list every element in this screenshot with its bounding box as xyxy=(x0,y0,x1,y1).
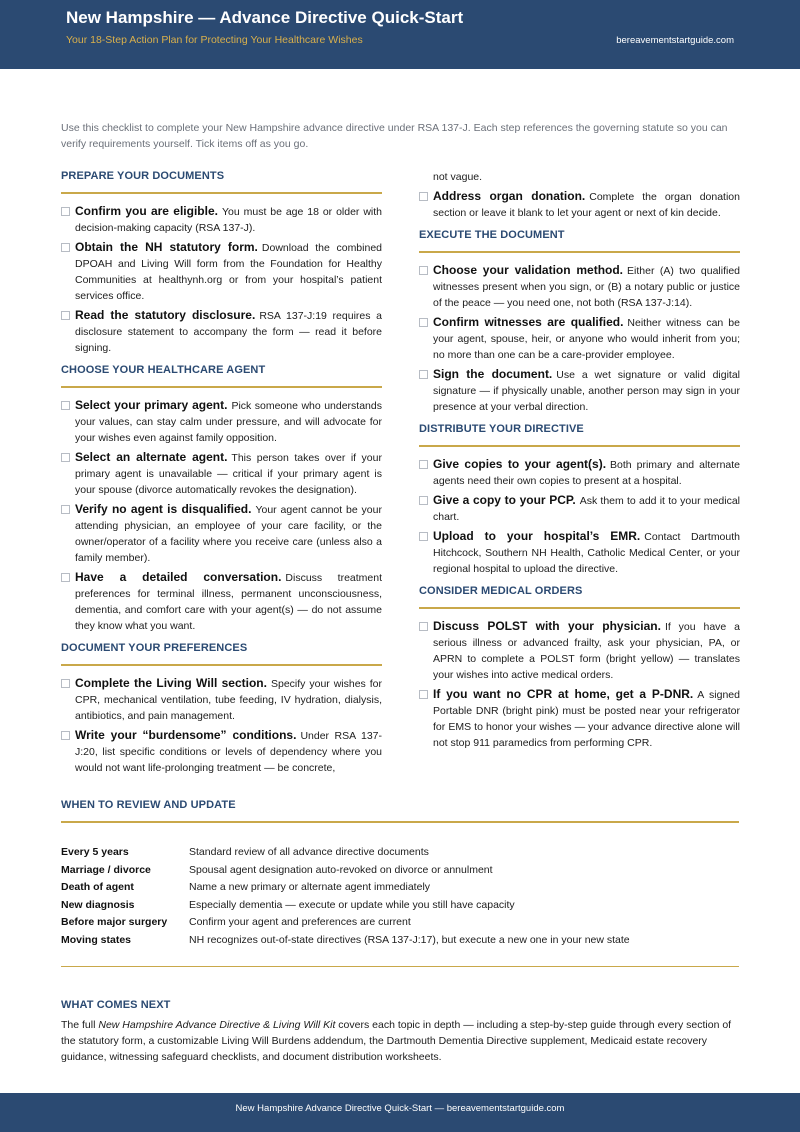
section-title-agent: CHOOSE YOUR HEALTHCARE AGENT xyxy=(61,364,382,388)
checklist-item xyxy=(61,501,382,566)
footer-banner xyxy=(0,1093,800,1132)
item-text: A signed Portable DNR (bright pink) must be posted near your refrigerator for EMS to honor your wishes — your advance directive alone will not stop 911 paramedics from performing CPR. xyxy=(433,689,740,749)
review-action: Standard review of all advance directive documents xyxy=(189,846,429,858)
section-title-orders: CONSIDER MEDICAL ORDERS xyxy=(419,585,740,609)
checklist-distribute xyxy=(419,456,740,577)
item-lead: Obtain the NH statutory form. xyxy=(75,240,258,254)
checklist-item xyxy=(419,188,740,221)
checklist-item xyxy=(61,569,382,634)
next-text-end: covers each topic in depth — including a step-by-step guide through every section of the statutory form, a customizable Living Will Burdens addendum, the Dartmouth Dementia Directive supplement, Medicaid estate recovery guidance, witnessing safeguard checklists, and document distribution worksheets. xyxy=(61,1019,732,1063)
review-row xyxy=(61,879,739,897)
item-lead: Read the statutory disclosure. xyxy=(75,308,256,322)
item-lead: Select your primary agent. xyxy=(75,398,228,412)
section-title-execute: EXECUTE THE DOCUMENT xyxy=(419,229,740,253)
checklist-item xyxy=(419,618,740,683)
checklist-agent xyxy=(61,397,382,634)
header-site-link[interactable]: bereavementstartguide.com xyxy=(616,35,734,46)
review-trigger: Moving states xyxy=(61,933,132,946)
review-action: Name a new primary or alternate agent immediately xyxy=(189,881,431,893)
checklist-item xyxy=(61,203,382,236)
item-lead: Sign the document. xyxy=(433,367,553,381)
review-action: NH recognizes out-of-state directives (RSA 137-J:17), but execute a new one in your new state xyxy=(189,933,630,946)
kit-title: New Hampshire Advance Directive & Living Will Kit xyxy=(98,1019,336,1031)
review-action: Confirm your agent and preferences are current xyxy=(189,916,411,928)
divider xyxy=(61,966,739,967)
checkbox[interactable] xyxy=(61,207,70,216)
item-text: Specify your wishes for CPR, mechanical ventilation, tube feeding, IV hydration, dialysis, antibiotics, and pain management. xyxy=(75,678,382,722)
checklist-item xyxy=(61,397,382,446)
section-title-next: WHAT COMES NEXT xyxy=(61,999,171,1011)
review-row xyxy=(61,844,739,862)
review-table xyxy=(61,844,739,949)
item-lead: Upload to your hospital’s EMR. xyxy=(433,529,641,543)
item-text: You must be age 18 or older with decision-making capacity (RSA 137-J). xyxy=(75,206,382,234)
item-text: Under RSA 137-J:20, list specific conditions or levels of dependency where you would not want life-prolonging treatment — be concrete, xyxy=(75,730,382,774)
item-text: Ask them to add it to your medical chart. xyxy=(433,495,741,523)
checklist-item xyxy=(419,314,740,363)
checklist-preferences-continued xyxy=(419,188,740,221)
checkbox[interactable] xyxy=(61,453,70,462)
checkbox[interactable] xyxy=(419,460,428,469)
next-paragraph xyxy=(61,1017,741,1065)
checklist-preferences xyxy=(61,675,382,776)
review-trigger: Before major surgery xyxy=(61,916,168,928)
checkbox[interactable] xyxy=(61,401,70,410)
item-text: Both primary and alternate agents need their own copies to present at a hospital. xyxy=(433,459,741,487)
next-text-start: The full xyxy=(61,1019,99,1031)
document-subtitle: Your 18-Step Action Plan for Protecting Your Healthcare Wishes xyxy=(66,34,363,46)
item-lead: Confirm you are eligible. xyxy=(75,204,218,218)
review-row xyxy=(61,914,739,932)
item-lead: Discuss POLST with your physician. xyxy=(433,619,661,633)
item-lead: Give copies to your agent(s). xyxy=(433,457,607,471)
checklist-item xyxy=(419,686,740,751)
checklist-item xyxy=(419,492,740,525)
checkbox[interactable] xyxy=(419,690,428,699)
item-text: Pick someone who understands your values, can stay calm under pressure, and will advocate for your wishes even against family opposition. xyxy=(75,400,382,444)
checkbox[interactable] xyxy=(61,573,70,582)
checkbox[interactable] xyxy=(419,370,428,379)
checklist-item xyxy=(61,449,382,498)
item-text: Either (A) two qualified witnesses present when you sign, or (B) a notary public or justice of the peace — you need one, not both (RSA 137-J:14). xyxy=(433,265,740,309)
checklist-item xyxy=(61,675,382,724)
item-text: Discuss treatment preferences for terminal illness, permanent unconsciousness, dementia, and comfort care with your agent(s) — do not assume they know what you want. xyxy=(75,572,383,632)
checkbox[interactable] xyxy=(419,532,428,541)
review-trigger: New diagnosis xyxy=(61,898,135,911)
review-action: Especially dementia — execute or update while you still have capacity xyxy=(189,898,515,911)
item-text: If you have a serious illness or advanced frailty, ask your physician, PA, or APRN to complete a POLST form (bright yellow) — translates your wishes into active medical orders. xyxy=(433,621,740,681)
item-text: Download the combined DPOAH and Living Will form from the Foundation for Healthy Communities at healthynh.org or from your hospital’s patient services office. xyxy=(75,242,383,302)
intro-paragraph: Use this checklist to complete your New Hampshire advance directive under RSA 137-J. Each step references the governing statute so you can verify requirements yourself. Tick items off as you go. xyxy=(61,122,728,150)
review-row xyxy=(61,932,739,950)
item-lead: Choose your validation method. xyxy=(433,263,624,277)
section-title-preferences: DOCUMENT YOUR PREFERENCES xyxy=(61,642,382,666)
checkbox[interactable] xyxy=(419,496,428,505)
item-lead: Confirm witnesses are qualified. xyxy=(433,315,624,329)
review-row xyxy=(61,897,739,915)
checkbox[interactable] xyxy=(61,243,70,252)
review-section xyxy=(61,799,739,967)
left-column xyxy=(61,170,382,779)
header-banner xyxy=(0,0,800,69)
what-comes-next xyxy=(61,999,741,1065)
checklist-item xyxy=(419,366,740,415)
checklist-item xyxy=(61,307,382,356)
item-lead: Verify no agent is disqualified. xyxy=(75,502,252,516)
checklist-item xyxy=(61,239,382,304)
review-row xyxy=(61,862,739,880)
footer-text: New Hampshire Advance Directive Quick-Start — bereavementstartguide.com xyxy=(235,1103,565,1114)
item-lead: Address organ donation. xyxy=(433,189,586,203)
item-text: This person takes over if your primary agent is unavailable — critical if your primary agent is your spouse (divorce automatically revokes the designation). xyxy=(75,452,382,496)
review-action: Spousal agent designation auto-revoked on divorce or annulment xyxy=(189,863,493,876)
item-text: RSA 137-J:19 requires a disclosure statement to accompany the form — read it before signing. xyxy=(75,310,382,354)
checkbox[interactable] xyxy=(61,679,70,688)
checklist-prepare xyxy=(61,203,382,356)
section-title-distribute: DISTRIBUTE YOUR DIRECTIVE xyxy=(419,423,740,447)
item-lead: Write your “burdensome” conditions. xyxy=(75,728,297,742)
item-text: Your agent cannot be your attending physician, an employee of your care facility, or the owner/operator of a facility where you receive care (unless also a family member). xyxy=(75,504,382,564)
checkbox[interactable] xyxy=(419,266,428,275)
section-title-review: WHEN TO REVIEW AND UPDATE xyxy=(61,799,739,823)
item-text: Complete the organ donation section or leave it blank to let your agent or next of kin decide. xyxy=(433,191,740,219)
review-trigger: Death of agent xyxy=(61,881,134,893)
item-lead: Have a detailed conversation. xyxy=(75,570,282,584)
item-text: Neither witness can be your agent, spouse, heir, or anyone who would inherit from you; no more than one can be a care-provider employee. xyxy=(433,317,740,361)
review-trigger: Marriage / divorce xyxy=(61,863,151,876)
right-column xyxy=(419,170,740,754)
checklist-item xyxy=(419,528,740,577)
item-lead: Give a copy to your PCP. xyxy=(433,493,576,507)
item-text: Contact Dartmouth Hitchcock, Southern NH Health, Catholic Medical Center, or your regional hospital to upload the directive. xyxy=(433,531,740,575)
checkbox[interactable] xyxy=(61,731,70,740)
checkbox[interactable] xyxy=(419,192,428,201)
checkbox[interactable] xyxy=(419,622,428,631)
item-lead: Complete the Living Will section. xyxy=(75,676,267,690)
checklist-execute xyxy=(419,262,740,415)
continued-text: not vague. xyxy=(433,171,483,183)
section-title-prepare: PREPARE YOUR DOCUMENTS xyxy=(61,170,382,194)
review-trigger: Every 5 years xyxy=(61,846,129,858)
checkbox[interactable] xyxy=(419,318,428,327)
item-lead: Select an alternate agent. xyxy=(75,450,228,464)
checklist-orders xyxy=(419,618,740,751)
document-title: New Hampshire — Advance Directive Quick-Start xyxy=(66,8,464,27)
checkbox[interactable] xyxy=(61,505,70,514)
checklist-item xyxy=(61,727,382,776)
checklist-item xyxy=(419,262,740,311)
item-lead: If you want no CPR at home, get a P-DNR. xyxy=(433,687,694,701)
item-text: Use a wet signature or valid digital signature — if physically unable, another person may sign in your presence at your verbal direction. xyxy=(433,369,740,413)
checkbox[interactable] xyxy=(61,311,70,320)
checklist-item xyxy=(419,456,740,489)
